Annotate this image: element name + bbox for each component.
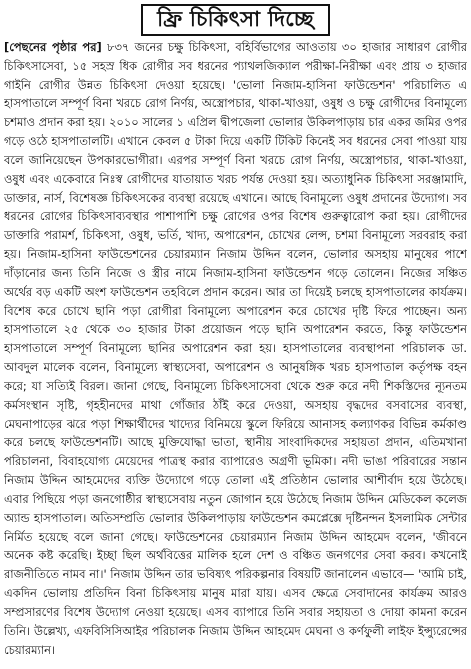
article-body bbox=[4, 38, 467, 665]
headline-container bbox=[0, 0, 471, 34]
article-paragraph bbox=[4, 38, 467, 659]
article-text: ৮৩৭ জনের চক্ষু চিকিৎসা, বহির্বিভাগের আওতায় ৩০ হাজার সাধারণ রোগীর চিকিৎসাসেবা, ১৫ সহস্র ধিক রোগীর সব ধরনের প্যাথলজিক্যাল পরীক্ষা-নিরীক্ষা এবং প্রায় ৩ হাজার গাইনি রোগীর উন্নত চিকিৎসা দেওয়া হয়েছে। 'ভোলা নিজাম-হাসিনা ফাউন্ডেশন' পরিচালিত এ হাসপাতালে সম্পূর্ণ বিনা খরচে রোগ নির্ণয়, অস্ত্রোপচার, থাকা-খাওয়া, ওষুধ ও চক্ষু রোগীদের বিনামূল্যে চশমাও প্রদান করা হয়। ২০১০ সালের ১ এপ্রিল দ্বীপজেলা ভোলার উকিলপাড়ায় চার একর জমির ওপর গড়ে ওঠে হাসপাতালটি। এখানে কেবল ৫ টাকা দিয়ে একটি টিকিট কিনেই সব ধরনের সেবা পাওয়া যায় বলে জানিয়েছেন উপকারভোগীরা। এরপর সম্পূর্ণ বিনা খরচে রোগ নির্ণয়, অস্ত্রোপচার, থাকা-খাওয়া, ওষুধ এবং একেবারে নিঃস্ব রোগীদের যাতায়াত খরচ পর্যন্ত দেওয়া হয়। অত্যাধুনিক চিকিৎসা সরঞ্জামাদি, ডাক্তার, নার্স, বিশেষজ্ঞ চিকিৎসকের ব্যবস্থা রয়েছে এখানে। আছে বিনামূল্যে ওষুধ প্রদানের উদ্যোগ। সব ধরনের রোগের চিকিৎসাব্যবস্থার পাশাপাশি চক্ষু রোগের ওপর বিশেষ গুরুত্বারোপ করা হয়। রোগীদের ডাক্তারি পরামর্শ, চিকিৎসা, ওষুধ, ভর্তি, খাদ্য, অপারেশন, চোখের লেন্স, চশমা বিনামূল্যে সরবরাহ করা হয়। নিজাম-হাসিনা ফাউন্ডেশনের চেয়ারম্যান নিজাম উদ্দিন বলেন, ভোলার অসহায় মানুষের পাশে দাঁড়ানোর জন্য তিনি নিজে ও স্ত্রীর নামে নিজাম-হাসিনা ফাউন্ডেশন গড়ে তোলেন। নিজের সঞ্চিত অর্থের বড় একটি অংশ ফাউন্ডেশন তহবিলে প্রদান করেন। আর তা দিয়েই চলছে হাসপাতালের কার্যক্রম। বিশেষ করে চোখে ছানি পড়া রোগীরা বিনামূল্যে অপারেশন করে চোখের দৃষ্টি ফিরে পাচ্ছেন। অন্য হাসপাতালে ২৫ থেকে ৩০ হাজার টাকা প্রয়োজন পড়ে ছানি অপারেশন করতে, কিন্তু ফাউন্ডেশন হাসপাতালে সম্পূর্ণ বিনামূল্যে ছানির অপারেশন করা হয়। হাসপাতালের ব্যবস্থাপনা পরিচালক ডা. আবদুল মালেক বলেন, বিনামূল্যে স্বাস্থ্যসেবা, অপারেশন ও আনুষঙ্গিক খরচ হাসপাতাল কর্তৃপক্ষ বহন করে; যা সত্যিই বিরল। জানা গেছে, বিনামূল্যে চিকিৎসাসেবা থেকে শুরু করে নদী শিকস্তিদের ন্যূনতম কর্মসংস্থান সৃষ্টি, গৃহহীনদের মাথা গোঁজার ঠাঁই করে দেওয়া, অসহায় বৃদ্ধদের বসবাসের ব্যবস্থা, মেঘনাপাড়ের ঝরে পড়া শিক্ষার্থীদের খাদ্যের বিনিময়ে স্কুলে ফিরিয়ে আনাসহ কল্যাণকর বিভিন্ন কর্মকাণ্ড করে চলছে ফাউন্ডেশনটি। আছে মুক্তিযোদ্ধা ভাতা, স্থানীয় সাংবাদিকদের সহায়তা প্রদান, এতিমখানা পরিচালনা, বিবাহযোগ্য মেয়েদের পাত্রস্থ করার ব্যাপারেও অগ্রণী ভূমিকা। নদী ভাঙা পরিবারের সন্তান নিজাম উদ্দিন আহমেদের ব্যক্তি উদ্যোগে গড়ে তোলা এই প্রতিষ্ঠান ভোলার আশীর্বাদ হয়ে উঠেছে। এবার পিছিয়ে পড়া জনগোষ্ঠীর স্বাস্থ্যসেবায় নতুন জোগান হয়ে উঠেছে নিজাম উদ্দিন মেডিকেল কলেজ অ্যান্ড হাসপাতাল। অতিসম্প্রতি ভোলার উকিলপাড়ায় ফাউন্ডেশন কমপ্লেক্সে দৃষ্টিনন্দন ইসলামিক সেন্টার নির্মিত হয়েছে বলে জানা গেছে। ফাউন্ডেশনের চেয়ারম্যান নিজাম উদ্দিন আহমেদ বলেন, 'জীবনে অনেক কষ্ট করেছি। ইচ্ছা ছিল অর্থবিত্তের মালিক হলে দেশ ও বঞ্চিত জনগণের সেবা করব। কখনোই রাজনীতিতে নামব না।' নিজাম উদ্দিন তার ভবিষ্যৎ পরিকল্পনার বিষয়টি জানালেন এভাবে— 'আমি চাই, একদিন ভোলায় প্রতিদিন বিনা চিকিৎসায় মানুষ মারা যায়। এসব ক্ষেত্রে সেবাদানের কার্যক্রম আরও সম্প্রসারণের বিশেষ উদ্যোগ নেওয়া হয়েছে। এসব ব্যাপারে তিনি সবার সহায়তা ও দোয়া কামনা করেন তিনি। উল্লেখ্য, এফবিসিসিআইর পরিচালক নিজাম উদ্দিন আহমেদ মেঘনা ও কর্ণফুলী লাইফ ইন্স্যুরেন্সের চেয়ারম্যান। bbox=[4, 40, 467, 657]
continuation-kicker: [পেছনের পৃষ্ঠার পর] bbox=[4, 40, 102, 54]
headline: ফ্রি চিকিৎসা দিচ্ছে bbox=[141, 4, 330, 36]
